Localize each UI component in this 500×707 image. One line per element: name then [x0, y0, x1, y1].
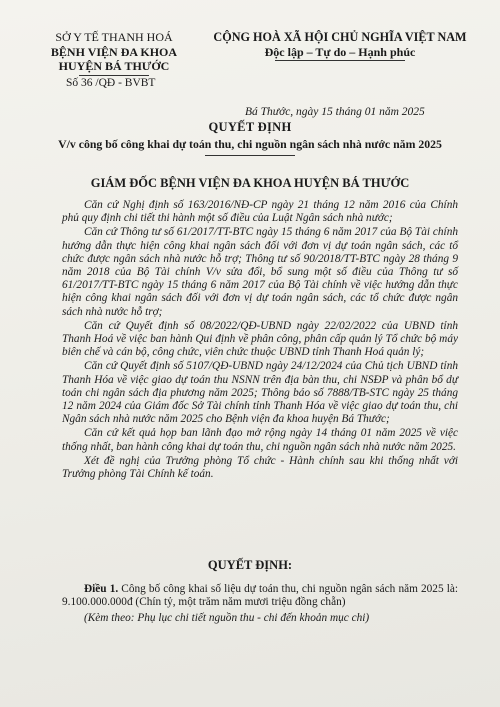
title-underline [205, 155, 295, 156]
agency-line-1: SỞ Y TẾ THANH HOÁ [55, 30, 173, 44]
decision-title-block [0, 120, 500, 156]
issuing-agency [34, 30, 194, 90]
agency-line-2: BỆNH VIỆN ĐA KHOA [50, 44, 178, 59]
nation-name: CỘNG HOÀ XÃ HỘI CHỦ NGHĨA VIỆT NAM [213, 30, 467, 44]
preamble-paragraph: Căn cứ Quyết định số 5107/QĐ-UBND ngày 24/12/2024 của Chủ tịch UBND tỉnh Thanh Hóa về việc giao dự toán thu NSNN trên địa bàn thu, chi NSĐP và phân bổ dự toán chi ngân sách địa phương năm 2025; Thông báo số 7888/TB-STC ngày 25 tháng 12 năm 2024 của Giám đốc Sở Tài chính tỉnh Thanh Hóa về việc giao dự toán thu, chi Ngân sách nhà nước năm 2025 cho Bệnh viện đa khoa huyện Bá Thước; [62, 360, 458, 426]
decision-heading: QUYẾT ĐỊNH: [207, 558, 293, 572]
preamble-paragraph: Căn cứ kết quả họp ban lãnh đạo mở rộng ngày 14 tháng 01 năm 2025 về việc thống nhất, ban hành công khai dự toán thu, chi nguồn ngân sách nhà nước năm 2025. [62, 427, 458, 453]
article-1-paragraph [62, 583, 458, 610]
motto-underline [275, 60, 405, 61]
preamble-paragraph: Căn cứ Nghị định số 163/2016/NĐ-CP ngày 21 tháng 12 năm 2016 của Chính phủ quy định chi tiết thi hành một số điều của Luật Ngân sách nhà nước; [62, 199, 458, 225]
national-motto: Độc lập – Tự do – Hạnh phúc [264, 44, 416, 59]
article-1-label: Điều 1. [84, 583, 119, 595]
preamble-paragraph: Căn cứ Thông tư số 61/2017/TT-BTC ngày 15 tháng 6 năm 2017 của Bộ Tài chính hướng dẫn thực hiện công khai ngân sách đối với đơn vị dự toán ngân sách, các tổ chức được ngân sách nhà nước hỗ trợ; Thông tư số 90/2018/TT-BTC ngày 28 tháng 9 năm 2018 của Bộ Tài chính V/v sửa đổi, bổ sung một số điều của Thông tư số 61/2017/TT-BTC ngày 15 tháng 6 năm 2017 của Bộ Tài chính về việc hướng dẫn thực hiện công khai ngân sách đối với đơn vị dự toán ngân sách, các tổ chức được ngân sách nhà nước hỗ trợ; [62, 226, 458, 318]
issue-date: Bá Thước, ngày 15 tháng 01 năm 2025 [245, 106, 425, 118]
decision-subject: V/v công bố công khai dự toán thu, chi nguồn ngân sách nhà nước năm 2025 [58, 137, 442, 151]
article-1 [62, 583, 458, 625]
national-header [205, 30, 475, 61]
article-1-attachment: (Kèm theo: Phụ lục chi tiết nguồn thu - chi đến khoản mục chi) [84, 611, 370, 624]
document-header [0, 30, 500, 130]
decision-title: QUYẾT ĐỊNH [208, 120, 292, 134]
agency-line-3: HUYỆN BÁ THƯỚC [58, 59, 170, 73]
preamble [62, 199, 458, 482]
preamble-paragraph: Căn cứ Quyết định số 08/2022/QĐ-UBND ngày 22/02/2022 của UBND tỉnh Thanh Hoá về việc ban hành Qui định về phân công, phân cấp quản lý Tổ chức bộ máy biên chế và cán bộ, công chức, viên chức thuộc UBND tỉnh Thanh Hoá quản lý; [62, 319, 458, 359]
preamble-paragraph: Xét đề nghị của Trưởng phòng Tổ chức - Hành chính sau khi thống nhất với Trưởng phòng Tài Chính kế toán. [62, 454, 458, 481]
document-number: Số 36 /QĐ - BVBT [66, 76, 156, 89]
article-1-text: Công bố công khai số liệu dự toán thu, chi nguồn ngân sách năm 2025 là: 9.100.000.000đ (Chín tỷ, một trăm năm mươi triệu đồng chẵn) [62, 583, 458, 609]
director-title: GIÁM ĐỐC BỆNH VIỆN ĐA KHOA HUYỆN BÁ THƯỚC [90, 176, 410, 190]
